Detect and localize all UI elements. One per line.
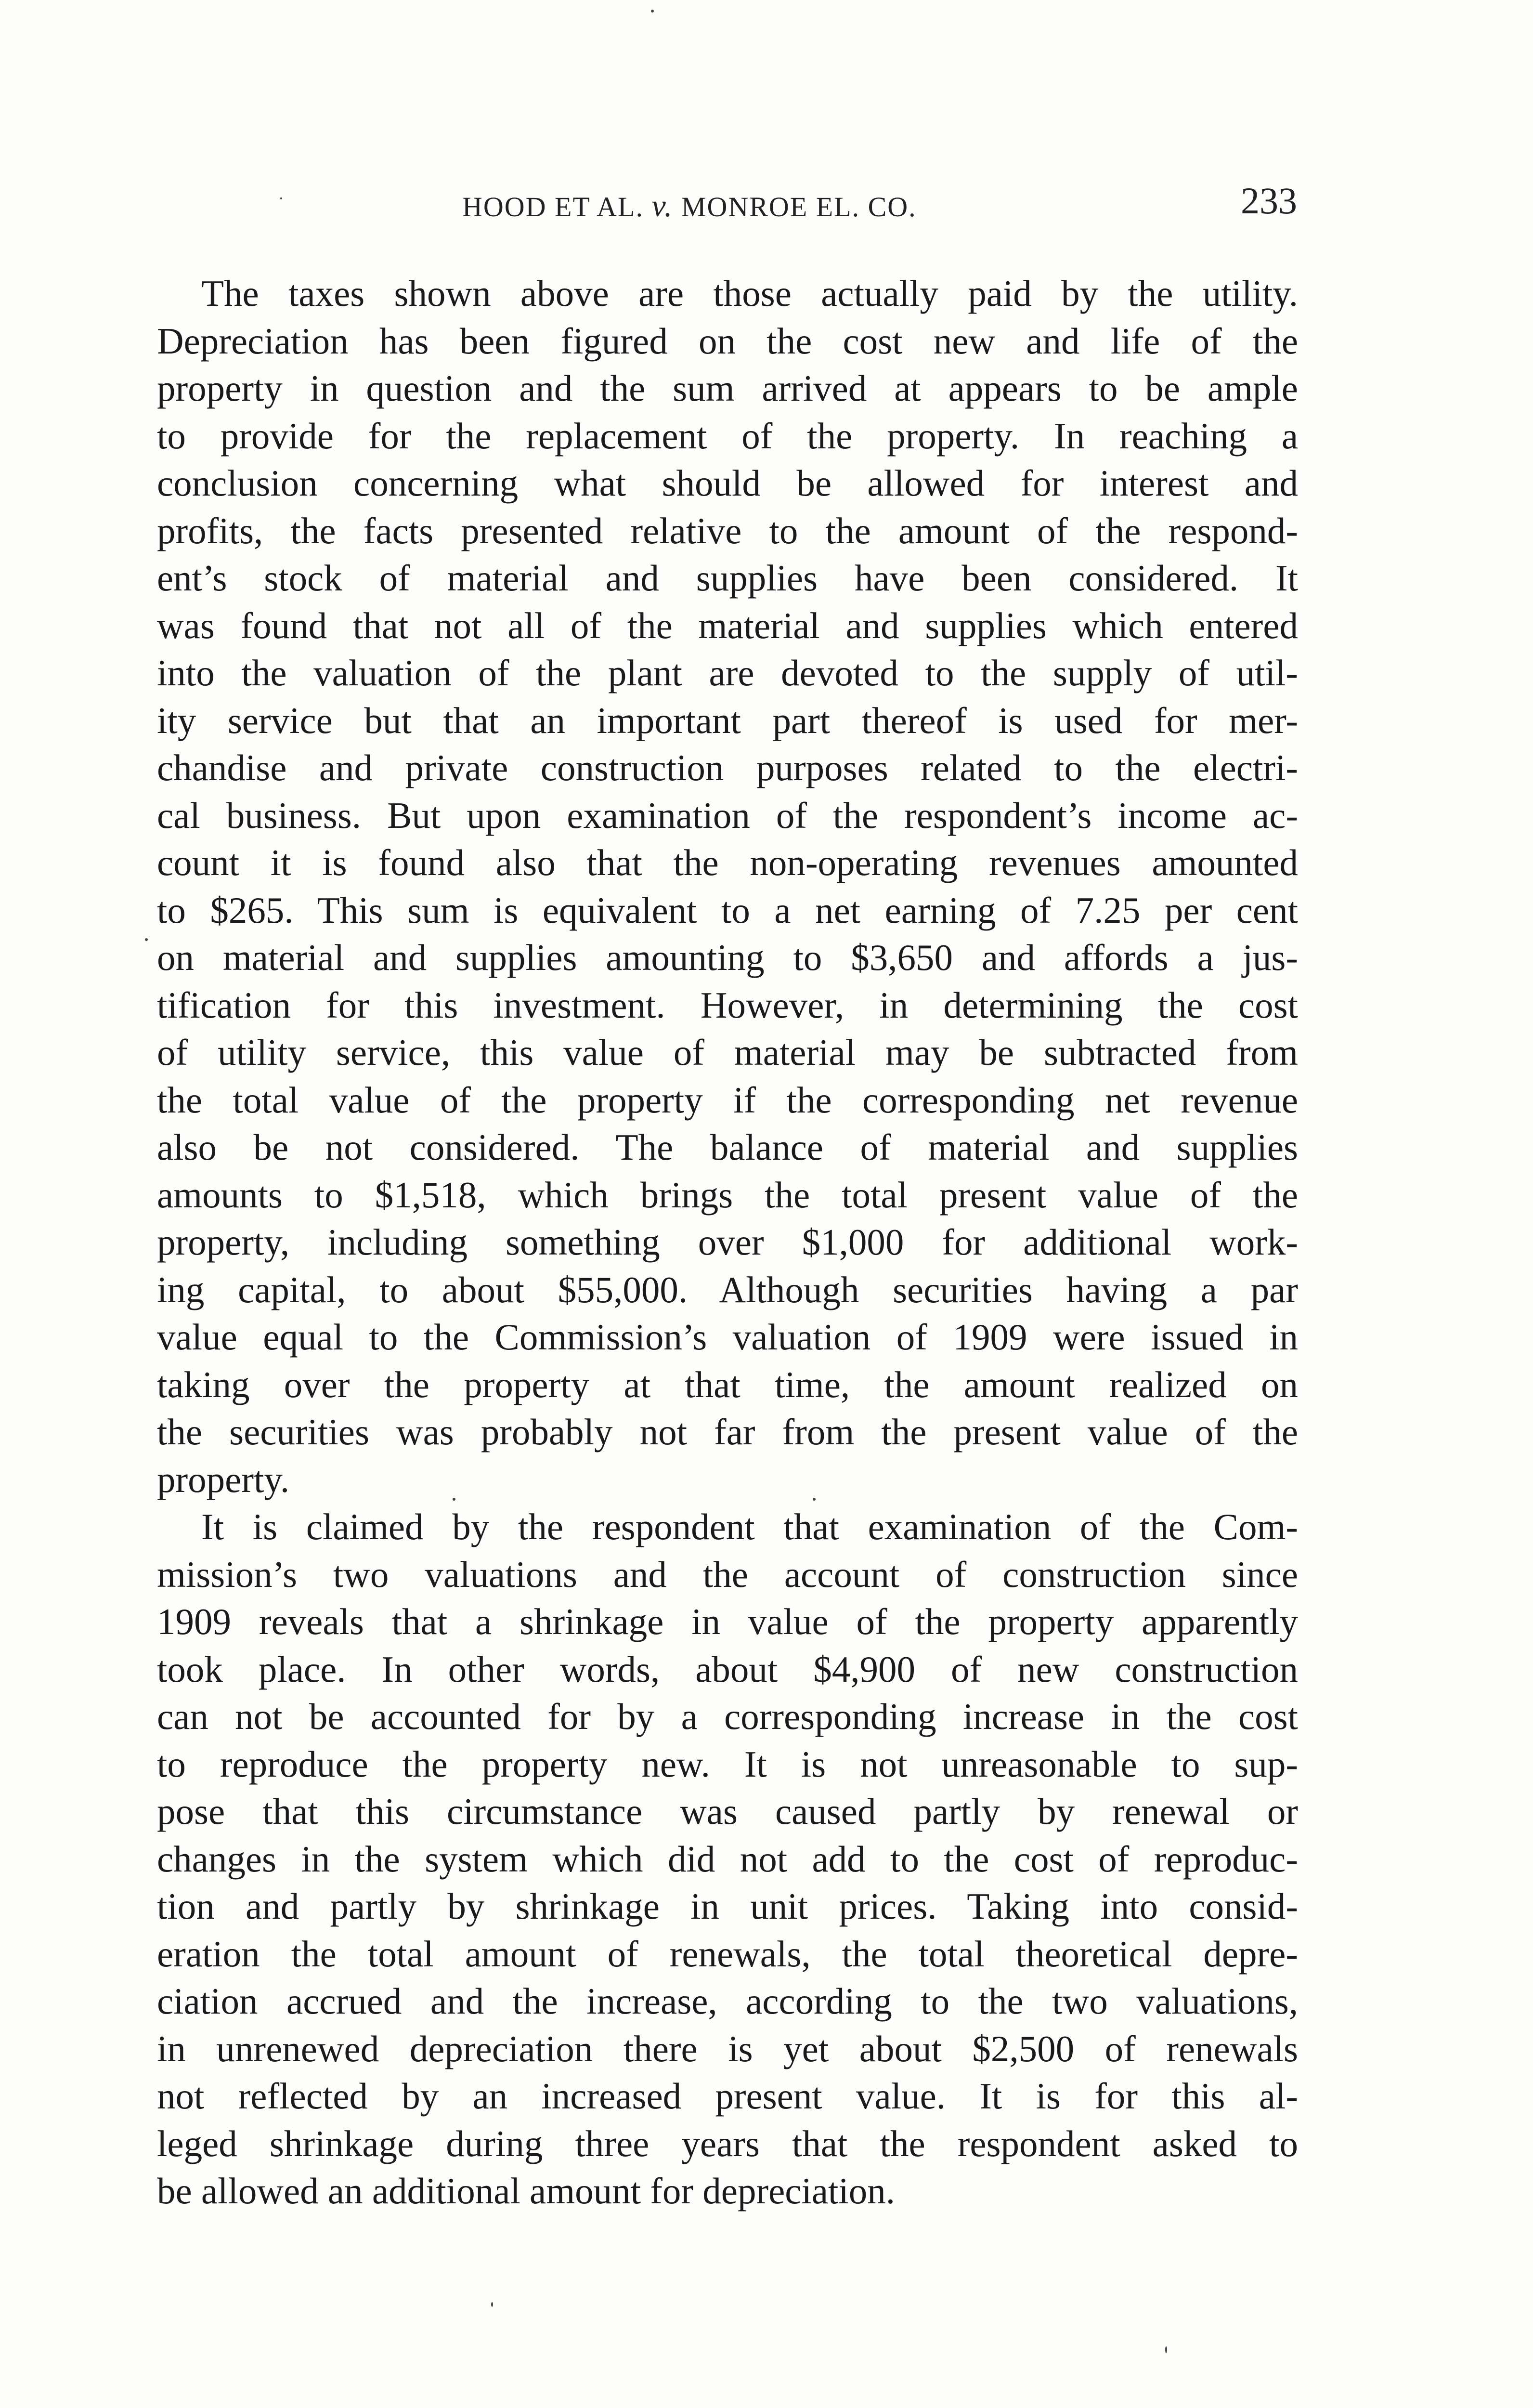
text-line: took place. In other words, about $4,900 of new construction <box>157 1648 1298 1690</box>
text-line: the securities was probably not far from the present value of the <box>157 1411 1298 1453</box>
text-line: conclusion concerning what should be allowed for interest and <box>157 462 1298 504</box>
text-line: not reflected by an increased present value. It is for this al- <box>157 2075 1298 2117</box>
text-line: amounts to $1,518, which brings the total present value of the <box>157 1174 1298 1216</box>
text-line: cal business. But upon examination of the respondent’s income ac- <box>157 794 1298 836</box>
text-line: property, including something over $1,000 for additional work- <box>157 1221 1298 1263</box>
scan-speck <box>651 10 654 13</box>
text-line: chandise and private construction purposes related to the electri- <box>157 747 1298 788</box>
text-line: eration the total amount of renewals, the total theoretical depre- <box>157 1933 1298 1975</box>
text-line: count it is found also that the non-operating revenues amounted <box>157 842 1298 883</box>
text-line: changes in the system which did not add to the cost of reproduc- <box>157 1838 1298 1880</box>
text-line: to $265. This sum is equivalent to a net earning of 7.25 per cent <box>157 889 1298 931</box>
text-line: the total value of the property if the corresponding net revenue <box>157 1079 1298 1121</box>
paragraph-shrinkage-claim <box>157 1503 1298 2215</box>
running-head-parties: HOOD ET AL. <box>462 191 652 222</box>
text-line: The taxes shown above are those actually paid by the utility. <box>201 273 1298 314</box>
scan-speck <box>491 2302 493 2307</box>
text-line: into the valuation of the plant are devoted to the supply of util- <box>157 652 1298 694</box>
paragraph-taxes-depreciation <box>157 270 1298 1503</box>
text-line: of utility service, this value of material may be subtracted from <box>157 1032 1298 1073</box>
text-line: be allowed an additional amount for depreciation. <box>157 2170 896 2212</box>
text-line: ciation accrued and the increase, according to the two valuations, <box>157 1980 1298 2022</box>
text-line: in unrenewed depreciation there is yet about $2,500 of renewals <box>157 2028 1298 2069</box>
text-line: tion and partly by shrinkage in unit prices. Taking into consid- <box>157 1885 1298 1927</box>
running-head-respondent: MONROE EL. CO. <box>673 191 917 222</box>
text-line: taking over the property at that time, the amount realized on <box>157 1363 1298 1405</box>
running-head <box>462 188 917 224</box>
scan-speck <box>1165 2346 1167 2353</box>
scan-speck <box>453 1498 455 1501</box>
body-text <box>157 270 1298 2215</box>
text-line: profits, the facts presented relative to the amount of the respond- <box>157 510 1298 551</box>
text-line: to provide for the replacement of the property. In reaching a <box>157 415 1298 457</box>
text-line: mission’s two valuations and the account of construction since <box>157 1553 1298 1595</box>
text-line: property. <box>157 1458 290 1500</box>
running-head-versus: v. <box>651 188 674 223</box>
text-line: leged shrinkage during three years that the respondent asked to <box>157 2122 1298 2164</box>
text-line: can not be accounted for by a corresponding increase in the cost <box>157 1696 1298 1737</box>
text-line: Depreciation has been figured on the cost new and life of the <box>157 320 1298 362</box>
text-line: also be not considered. The balance of material and supplies <box>157 1126 1298 1168</box>
text-line: pose that this circumstance was caused partly by renewal or <box>157 1791 1298 1832</box>
text-line: It is claimed by the respondent that examination of the Com- <box>201 1506 1298 1547</box>
text-line: ing capital, to about $55,000. Although securities having a par <box>157 1269 1298 1310</box>
text-line: to reproduce the property new. It is not unreasonable to sup- <box>157 1743 1298 1785</box>
text-line: tification for this investment. However, in determining the cost <box>157 984 1298 1026</box>
text-line: ity service but that an important part thereof is used for mer- <box>157 699 1298 741</box>
page-number: 233 <box>1241 180 1297 222</box>
text-line: 1909 reveals that a shrinkage in value of the property apparently <box>157 1601 1298 1642</box>
text-line: ent’s stock of material and supplies have been considered. It <box>157 557 1298 599</box>
text-line: property in question and the sum arrived at appears to be ample <box>157 367 1298 409</box>
text-line: value equal to the Commission’s valuation of 1909 were issued in <box>157 1316 1298 1358</box>
scan-speck <box>280 197 282 199</box>
text-line: was found that not all of the material and supplies which entered <box>157 604 1298 646</box>
scan-speck <box>813 1498 816 1501</box>
scan-speck <box>145 938 148 941</box>
text-line: on material and supplies amounting to $3,650 and affords a jus- <box>157 937 1298 978</box>
